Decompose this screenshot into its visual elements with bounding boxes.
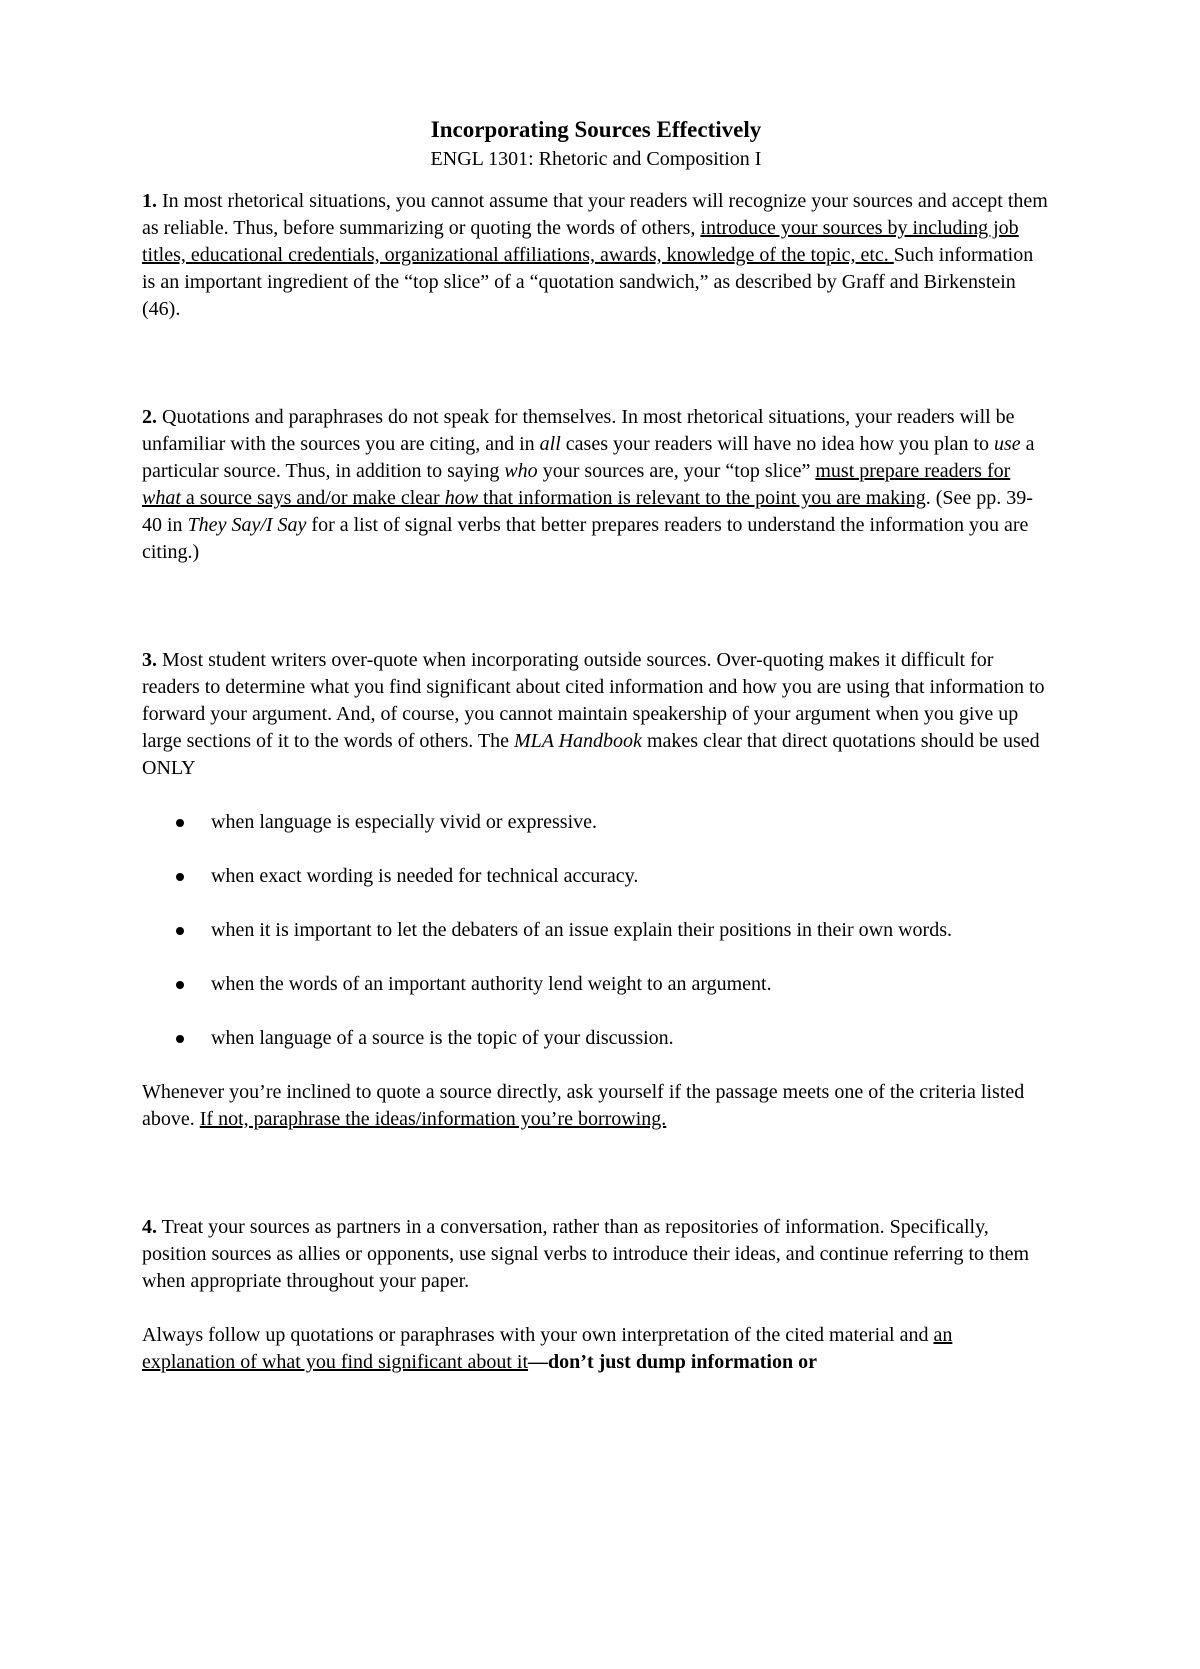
- list-item: [142, 917, 1050, 944]
- list-item: [142, 809, 1050, 836]
- bullet-icon: [176, 1035, 184, 1043]
- course-subtitle: ENGL 1301: Rhetoric and Composition I: [430, 148, 762, 170]
- section-2-text-c: a particular source. Thus, in addition to saying: [142, 433, 1035, 482]
- section-2-underlined-a: must prepare readers for: [815, 460, 1011, 482]
- section-2-underlined-c: that information is relevant to the point you are making: [478, 487, 926, 509]
- section-3-text-a: Most student writers over-quote when incorporating outside sources. Over-quoting makes it difficult for readers to determine what you find significant about cited information and how you are using that information to forward your argument. And, of course, you cannot maintain speakership of your argument when you give up large sections of it to the words of others. The: [142, 649, 1045, 752]
- section-2-book-title: They Say/I Say: [187, 514, 307, 536]
- list-item-text: when it is important to let the debaters of an issue explain their positions in their own words.: [211, 919, 952, 941]
- document-page: [0, 116, 1200, 1669]
- section-3-followup-text: Whenever you’re inclined to quote a source directly, ask yourself if the passage meets one of the criteria listed above.: [142, 1081, 1025, 1130]
- section-4-second-text: Always follow up quotations or paraphrases with your own interpretation of the cited material and: [142, 1324, 934, 1346]
- section-3-followup-underlined: If not, paraphrase the ideas/information you’re borrowing.: [199, 1108, 667, 1130]
- section-4-underlined-text: an explanation of what you find significant about it: [142, 1324, 953, 1373]
- document-title: Incorporating Sources Effectively: [430, 117, 762, 142]
- section-1-text-a: In most rhetorical situations, you cannot assume that your readers will recognize your sources and accept them as reliable. Thus, before summarizing or quoting the words of others,: [142, 190, 1048, 239]
- list-item-text: when language is especially vivid or expressive.: [211, 811, 597, 833]
- section-2-text-a: Quotations and paraphrases do not speak for themselves. In most rhetorical situations, your readers will be unfamiliar with the sources you are citing, and in: [142, 406, 1015, 455]
- section-3-handbook-title: MLA Handbook: [513, 730, 642, 752]
- list-item: [142, 971, 1050, 998]
- section-1-underlined-text: introduce your sources by including job titles, educational credentials, organizational affiliations, awards, knowledge of the topic, etc.: [142, 217, 1019, 266]
- section-4-second-paragraph: [142, 1322, 1050, 1376]
- section-3-number: 3.: [142, 649, 157, 671]
- section-1-paragraph: [142, 188, 1050, 323]
- list-item-text: when language of a source is the topic of your discussion.: [211, 1027, 674, 1049]
- section-2-text-f: for a list of signal verbs that better prepares readers to understand the information you are citing.): [142, 514, 1029, 563]
- list-item-text: when exact wording is needed for technical accuracy.: [211, 865, 639, 887]
- section-2-italic-all: all: [539, 433, 561, 455]
- bullet-icon: [176, 819, 184, 827]
- section-4-text: Treat your sources as partners in a conversation, rather than as repositories of information. Specifically, position sources as allies or opponents, use signal verbs to introduce their ideas, and continue referring to them when appropriate throughout your paper.: [142, 1216, 1030, 1292]
- section-1-text-b: Such information is an important ingredient of the “top slice” of a “quotation sandwich,” as described by Graff and Birkenstein (46).: [142, 244, 1034, 320]
- section-4-paragraph: [142, 1214, 1050, 1295]
- section-2-number: 2.: [142, 406, 157, 428]
- section-3-followup-paragraph: [142, 1079, 1050, 1133]
- bullet-icon: [176, 873, 184, 881]
- section-2-text-b: cases your readers will have no idea how you plan to: [560, 433, 994, 455]
- section-2-underlined-italic-how: how: [444, 487, 479, 509]
- section-2-paragraph: [142, 404, 1050, 566]
- section-4-bold-text: —don’t just dump information or: [528, 1351, 817, 1373]
- section-2-italic-who: who: [504, 460, 538, 482]
- list-item: [142, 1025, 1050, 1052]
- section-2-underlined-b: a source says and/or make clear: [180, 487, 445, 509]
- section-2-italic-use: use: [994, 433, 1021, 455]
- bullet-icon: [176, 981, 184, 989]
- section-2-text-e: . (See pp. 39-40 in: [142, 487, 1033, 536]
- bullet-icon: [176, 927, 184, 935]
- section-1-number: 1.: [142, 190, 157, 212]
- list-item: [142, 863, 1050, 890]
- section-3-paragraph: [142, 647, 1050, 782]
- section-3-text-b: makes clear that direct quotations should be used ONLY: [142, 730, 1040, 779]
- quotation-criteria-list: [142, 809, 1050, 1052]
- section-2-text-d: your sources are, your “top slice”: [537, 460, 816, 482]
- list-item-text: when the words of an important authority lend weight to an argument.: [211, 973, 772, 995]
- section-2-underlined-italic-what: what: [142, 487, 181, 509]
- section-4-number: 4.: [142, 1216, 157, 1238]
